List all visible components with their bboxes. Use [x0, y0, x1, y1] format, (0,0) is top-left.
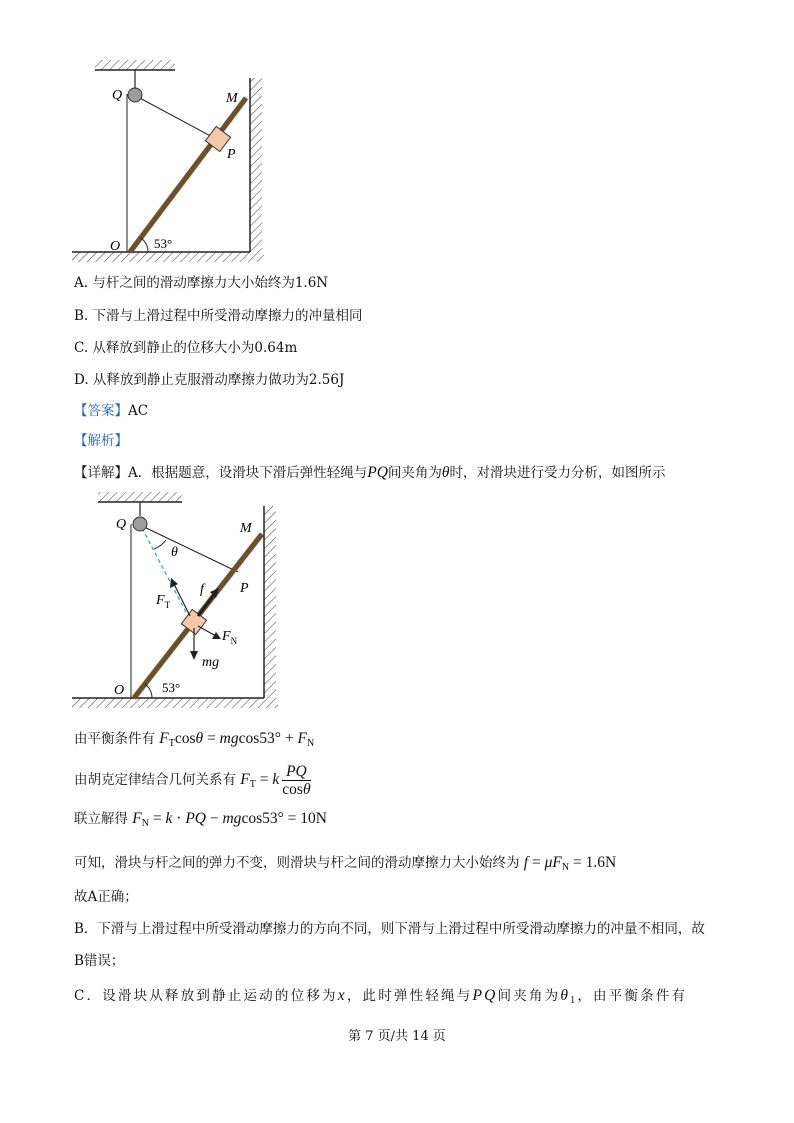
a-correct: 故A正确；	[74, 889, 138, 905]
c-text-1: C．设滑块从释放到静止运动的位移为	[74, 988, 338, 1004]
eq3-prefix: 联立解得	[74, 811, 128, 827]
pulley	[133, 517, 147, 531]
label-q: Q	[116, 517, 127, 532]
detail-text-1: A．根据题意，设滑块下滑后弹性轻绳与	[128, 465, 368, 481]
normal-arrow-head	[212, 632, 221, 639]
conclusion-line	[74, 853, 616, 878]
rope-qp	[142, 526, 238, 572]
equation-3	[74, 809, 327, 834]
rod-edge	[130, 98, 246, 252]
answer-line	[74, 401, 148, 421]
detail-theta: θ	[441, 464, 450, 481]
analysis-tag: 【解析】	[74, 433, 128, 449]
rope-qp	[136, 96, 218, 140]
label-q: Q	[112, 88, 123, 103]
ceiling-hatch	[98, 492, 182, 502]
c-line	[74, 986, 687, 1011]
c-text-2: ，此时弹性轻绳与	[346, 988, 473, 1004]
detail-line	[74, 463, 666, 483]
label-m: M	[240, 521, 252, 536]
label-o: O	[114, 683, 125, 698]
label-o: O	[110, 239, 121, 254]
equation-2	[74, 762, 311, 803]
detail-text-3: 时，对滑块进行受力分析，如图所示	[449, 465, 666, 481]
c-theta-sub: 1	[570, 995, 578, 1006]
ground-hatch	[72, 698, 278, 708]
eq1-formula: $F_T\cos\theta = mgcos53^\circ + F_N$	[159, 730, 315, 749]
option-c: C. 从释放到静止的位移大小为0.64m	[74, 340, 298, 356]
b-line-2: B错误；	[74, 953, 125, 969]
c-pq: PQ	[472, 987, 498, 1004]
figure-1	[70, 58, 270, 270]
label-p: P	[227, 147, 236, 162]
eq2-prefix: 由胡克定律结合几何关系有	[74, 772, 236, 788]
label-theta: θ	[171, 545, 178, 560]
c-text-4: ，由平衡条件有	[577, 988, 688, 1004]
wall-hatch	[264, 506, 276, 698]
label-p: P	[240, 581, 249, 596]
label-f: f	[200, 582, 204, 597]
c-x: x	[337, 987, 347, 1004]
tension-arrow-head	[170, 578, 178, 588]
answer-tag: 【答案】	[74, 403, 128, 419]
ceiling-hatch	[95, 60, 175, 70]
normal-arrow	[198, 626, 216, 636]
page-footer: 第 7 页/共 14 页	[348, 1029, 446, 1044]
ground-hatch	[72, 252, 264, 262]
eq2-formula: $F_T = k$ $\frac{PQ}{\cos\theta}$	[240, 762, 311, 798]
option-a: A. 与杆之间的滑动摩擦力大小始终为1.6N	[74, 275, 329, 291]
label-angle: 53°	[154, 236, 173, 251]
detail-tag: 【详解】	[74, 465, 128, 481]
tension-arrow	[174, 584, 190, 616]
c-text-3: 间夹角为	[497, 988, 561, 1004]
wall-hatch	[250, 78, 262, 252]
equation-1	[74, 729, 314, 754]
c-theta: θ	[560, 987, 571, 1004]
eq1-prefix: 由平衡条件有	[74, 731, 155, 747]
label-ft: $F_T$	[156, 593, 171, 610]
conclusion-text: 可知，滑块与杆之间的弹力不变，则滑块与杆之间的滑动摩擦力大小始终为	[74, 855, 520, 871]
conclusion-formula: $f = \mu F_N = 1.6N$	[523, 854, 617, 873]
detail-pq: PQ	[367, 464, 388, 481]
label-mg: mg	[202, 655, 220, 670]
theta-arc	[154, 540, 166, 549]
option-d: D. 从释放到静止克服滑动摩擦力做功为2.56J	[74, 372, 345, 388]
detail-text-2: 间夹角为	[387, 465, 442, 481]
label-fn: $F_N$	[222, 629, 238, 646]
b-line-1: B．下滑与上滑过程中所受滑动摩擦力的方向不同，则下滑与上滑过程中所受滑动摩擦力的冲量不相同，故	[74, 921, 705, 937]
answer-value: AC	[128, 403, 149, 419]
figure-2	[70, 488, 284, 716]
eq3-formula: $F_N = k$ · PQ − mgcos53° = 10N	[132, 810, 327, 829]
pulley	[128, 88, 142, 102]
label-m: M	[226, 91, 238, 106]
option-b: B. 下滑与上滑过程中所受滑动摩擦力的冲量相同	[74, 308, 363, 324]
label-angle: 53°	[162, 680, 181, 695]
gravity-arrow-head	[190, 651, 198, 660]
